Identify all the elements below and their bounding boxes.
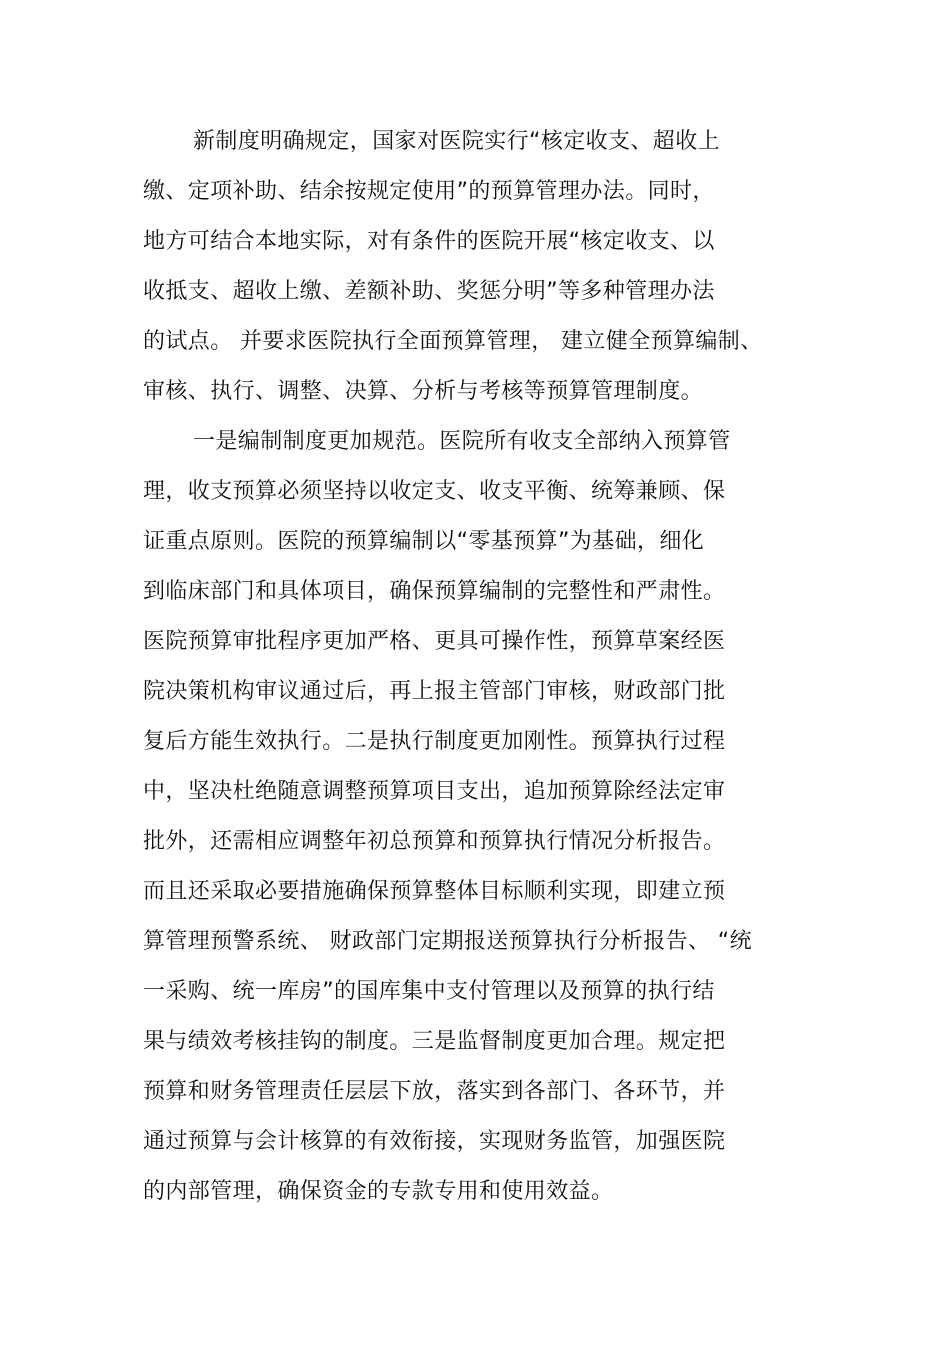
text-line: 果与绩效考核挂钩的制度。三是监督制度更加合理。规定把 bbox=[143, 1029, 726, 1054]
text-line: 一是编制制度更加规范。医院所有收支全部纳入预算管 bbox=[193, 429, 731, 454]
text-line: 中，坚决杜绝随意调整预算项目支出，追加预算除经法定审 bbox=[143, 779, 726, 804]
text-line: 地方可结合本地实际，对有条件的医院开展“核定收支、以 bbox=[143, 229, 715, 254]
text-line: 院决策机构审议通过后，再上报主管部门审核，财政部门批 bbox=[143, 679, 726, 704]
text-line: 批外，还需相应调整年初总预算和预算执行情况分析报告。 bbox=[143, 829, 726, 854]
text-line: 而且还采取必要措施确保预算整体目标顺利实现，即建立预 bbox=[143, 879, 726, 904]
text-line: 的试点。 并要求医院执行全面预算管理， 建立健全预算编制、 bbox=[143, 329, 763, 354]
text-line: 医院预算审批程序更加严格、更具可操作性，预算草案经医 bbox=[143, 629, 726, 654]
text-line: 理，收支预算必须坚持以收定支、收支平衡、统筹兼顾、保 bbox=[143, 479, 726, 504]
text-line: 复后方能生效执行。二是执行制度更加刚性。预算执行过程 bbox=[143, 729, 726, 754]
text-line: 预算和财务管理责任层层下放，落实到各部门、各环节，并 bbox=[143, 1079, 726, 1104]
text-line: 证重点原则。医院的预算编制以“零基预算”为基础，细化 bbox=[143, 529, 705, 554]
text-line: 的内部管理，确保资金的专款专用和使用效益。 bbox=[143, 1179, 614, 1204]
text-line: 新制度明确规定，国家对医院实行“核定收支、超收上 bbox=[193, 129, 720, 154]
text-line: 缴、定项补助、结余按规定使用”的预算管理办法。同时， bbox=[143, 179, 715, 204]
text-line: 收抵支、超收上缴、差额补助、奖惩分明”等多种管理办法 bbox=[143, 279, 715, 304]
text-line: 算管理预警系统、 财政部门定期报送预算执行分析报告、 “统 bbox=[143, 929, 752, 954]
text-line: 一采购、统一库房”的国库集中支付管理以及预算的执行结 bbox=[143, 979, 715, 1004]
text-line: 到临床部门和具体项目，确保预算编制的完整性和严肃性。 bbox=[143, 579, 726, 604]
text-line: 审核、执行、调整、决算、分析与考核等预算管理制度。 bbox=[143, 379, 704, 404]
text-line: 通过预算与会计核算的有效衔接，实现财务监管，加强医院 bbox=[143, 1129, 726, 1154]
